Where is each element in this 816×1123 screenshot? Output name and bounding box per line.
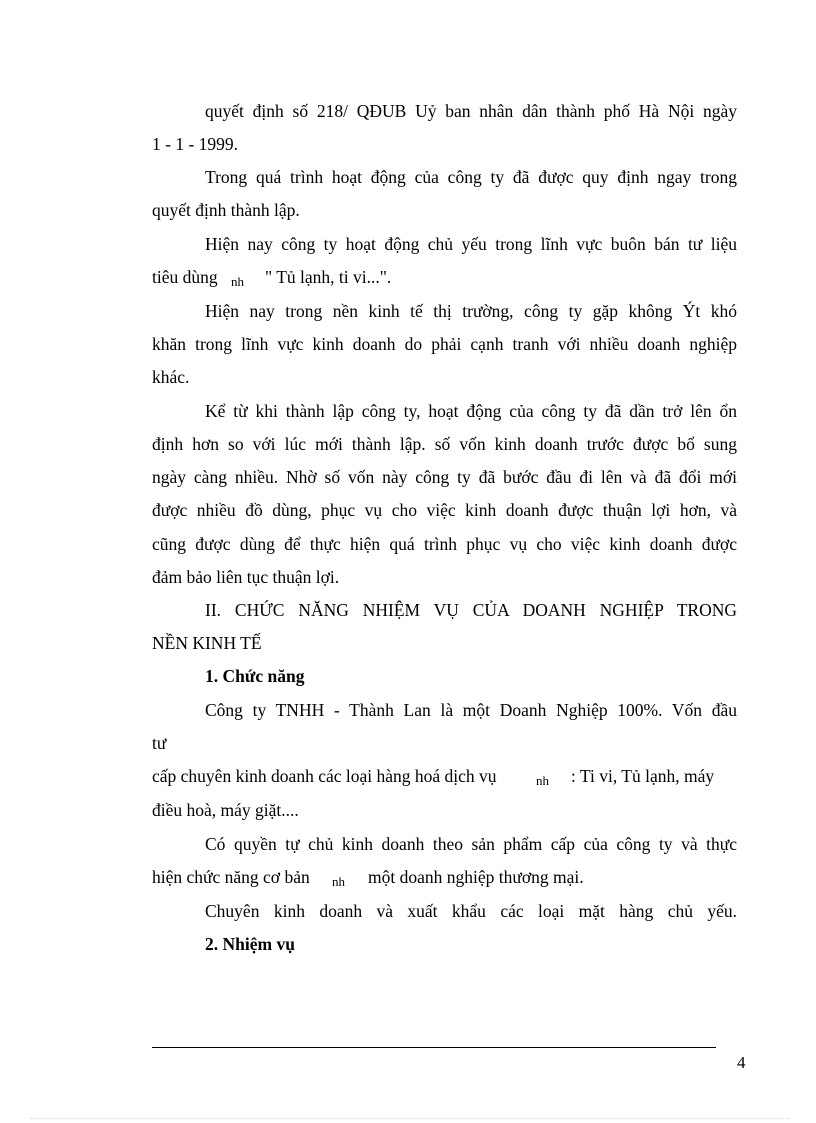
paragraph-line: khác. (152, 367, 190, 387)
page-number: 4 (737, 1053, 746, 1072)
paragraph-line: quyết định thành lập. (152, 200, 300, 220)
subsection-heading: 1. Chức năng (205, 666, 305, 686)
paragraph-line: Công ty TNHH - Thành Lan là một Doanh Nghiệp 100%. Vốn đầu (205, 700, 737, 720)
paragraph-line: khăn trong lĩnh vực kinh doanh do phải cạnh tranh với nhiều doanh nghiệp (152, 334, 737, 354)
inline-fragment: nh (536, 773, 549, 788)
paragraph-line: : Ti vi, Tủ lạnh, máy (571, 766, 715, 786)
paragraph-line: Trong quá trình hoạt động của công ty đã được quy định ngay trong (205, 167, 737, 187)
footer-rule (152, 1047, 716, 1048)
paragraph-line: điều hoà, máy giặt.... (152, 800, 299, 820)
paragraph-line: Kể từ khi thành lập công ty, hoạt động của công ty đã dần trở lên ổn (205, 401, 737, 421)
paragraph-line: đảm bảo liên tục thuận lợi. (152, 567, 340, 587)
paragraph-line: định hơn so với lúc mới thành lập. số vốn kinh doanh trước được bổ sung (152, 434, 737, 454)
page-edge-divider (30, 1118, 790, 1119)
paragraph-line: được nhiều đồ dùng, phục vụ cho việc kinh doanh được thuận lợi hơn, và (152, 500, 737, 520)
paragraph-line: Có quyền tự chủ kinh doanh theo sản phẩm cấp của công ty và thực (205, 834, 737, 854)
paragraph-line: hiện chức năng cơ bản (152, 867, 310, 887)
paragraph-line: Chuyên kinh doanh và xuất khẩu các loại mặt hàng chủ yếu. (205, 901, 737, 921)
paragraph-line: tiêu dùng (152, 267, 218, 287)
paragraph-line: cũng được dùng để thực hiện quá trình phục vụ cho việc kinh doanh được (152, 534, 737, 554)
section-heading: NỀN KINH TẾ (152, 633, 262, 653)
paragraph-line: Hiện nay trong nền kinh tế thị trường, công ty gặp không Ýt khó (205, 301, 737, 321)
paragraph-line: quyết định số 218/ QĐUB Uỷ ban nhân dân thành phố Hà Nội ngày (205, 101, 737, 121)
inline-fragment: nh (231, 274, 244, 289)
inline-fragment: nh (332, 874, 345, 889)
paragraph-line: cấp chuyên kinh doanh các loại hàng hoá dịch vụ (152, 766, 497, 786)
paragraph-line: Hiện nay công ty hoạt động chủ yếu trong lĩnh vực buôn bán tư liệu (205, 234, 737, 254)
section-heading: II. CHỨC NĂNG NHIỆM VỤ CỦA DOANH NGHIỆP TRONG (205, 600, 737, 620)
paragraph-line: ngày càng nhiều. Nhờ số vốn này công ty đã bước đầu đi lên và đã đổi mới (152, 467, 737, 487)
subsection-heading: 2. Nhiệm vụ (205, 934, 295, 954)
paragraph-line: tư (152, 733, 167, 753)
paragraph-line: 1 - 1 - 1999. (152, 134, 239, 154)
paragraph-line: một doanh nghiệp thương mại. (368, 867, 584, 887)
paragraph-line: " Tủ lạnh, ti vi...". (265, 267, 392, 287)
